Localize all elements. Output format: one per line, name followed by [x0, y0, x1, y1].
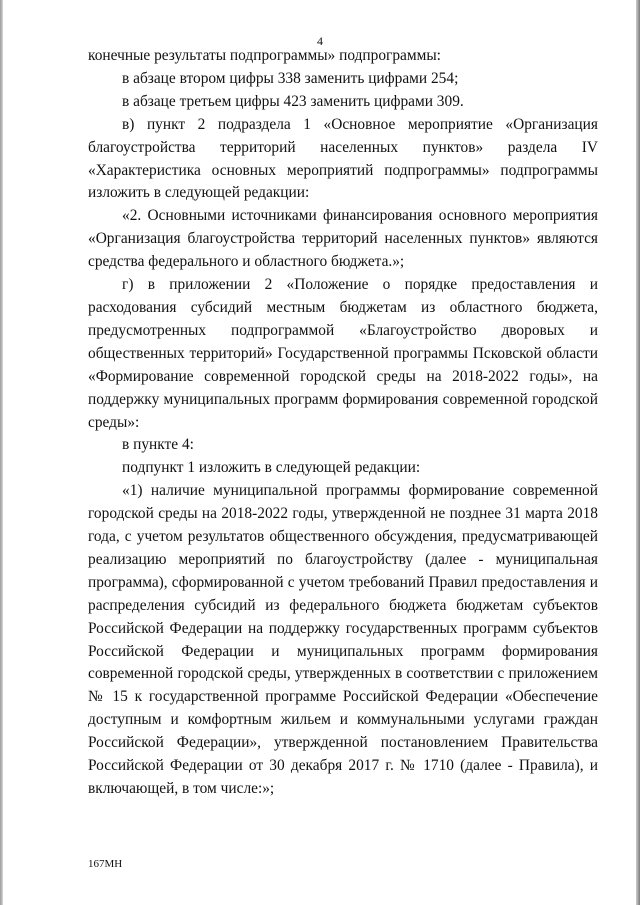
- paragraph: конечные результаты подпрограммы» подпрограммы:: [88, 47, 441, 64]
- scan-edge-left: [0, 0, 3, 905]
- document-body: [88, 45, 598, 801]
- paragraph: в пункте 4:: [122, 436, 194, 454]
- paragraph: в абзаце втором цифры 338 заменить цифрами 254;: [122, 69, 459, 87]
- scan-edge-right: [636, 0, 640, 905]
- paragraph: в абзаце третьем цифры 423 заменить цифрами 309.: [122, 92, 464, 110]
- page-number: 4: [317, 34, 323, 48]
- paragraph: «1) наличие муниципальной программы формирование современной городской среды на 2018-2022 годы, утвержденной не позднее 31 марта 2018 года, с учетом результатов общественного обсуждения, предусматривающей реализацию мероприятий по благоустройству (далее - муниципальная программа), сформированной с учетом требований Правил предоставления и распределения субсидий из федерального бюджета бюджетам субъектов Российской Федерации на поддержку государственных программ субъектов Российской Федерации и муниципальных программ формирования современной городской среды, утвержденных в соответствии с приложением № 15 к государственной программе Российской Федерации «Обеспечение доступным и комфортным жильем и коммунальными услугами граждан Российской Федерации», утвержденной постановлением Правительства Российской Федерации от 30 декабря 2017 г. № 1710 (далее - Правила), и включающей, в том числе:»;: [88, 482, 598, 797]
- paragraph: в) пункт 2 подраздела 1 «Основное мероприятие «Организация благоустройства территорий населенных пунктов» раздела IV «Характеристика основных мероприятий подпрограммы» подпрограммы изложить в следующей редакции:: [88, 115, 598, 202]
- paragraph: подпункт 1 изложить в следующей редакции:: [122, 459, 421, 477]
- paragraph: «2. Основными источниками финансирования основного мероприятия «Организация благоустройства территорий населенных пунктов» являются средства федерального и областного бюджета.»;: [88, 207, 598, 271]
- document-code: 167МН: [88, 858, 123, 870]
- paragraph: г) в приложении 2 «Положение о порядке предоставления и расходования субсидий местным бюджетам из областного бюджета, предусмотренных подпрограммой «Благоустройство дворовых и общественных территорий» Государственной программы Псковской области «Формирование современной городской среды на 2018-2022 годы», на поддержку муниципальных программ формирования современной городской среды»:: [88, 276, 598, 431]
